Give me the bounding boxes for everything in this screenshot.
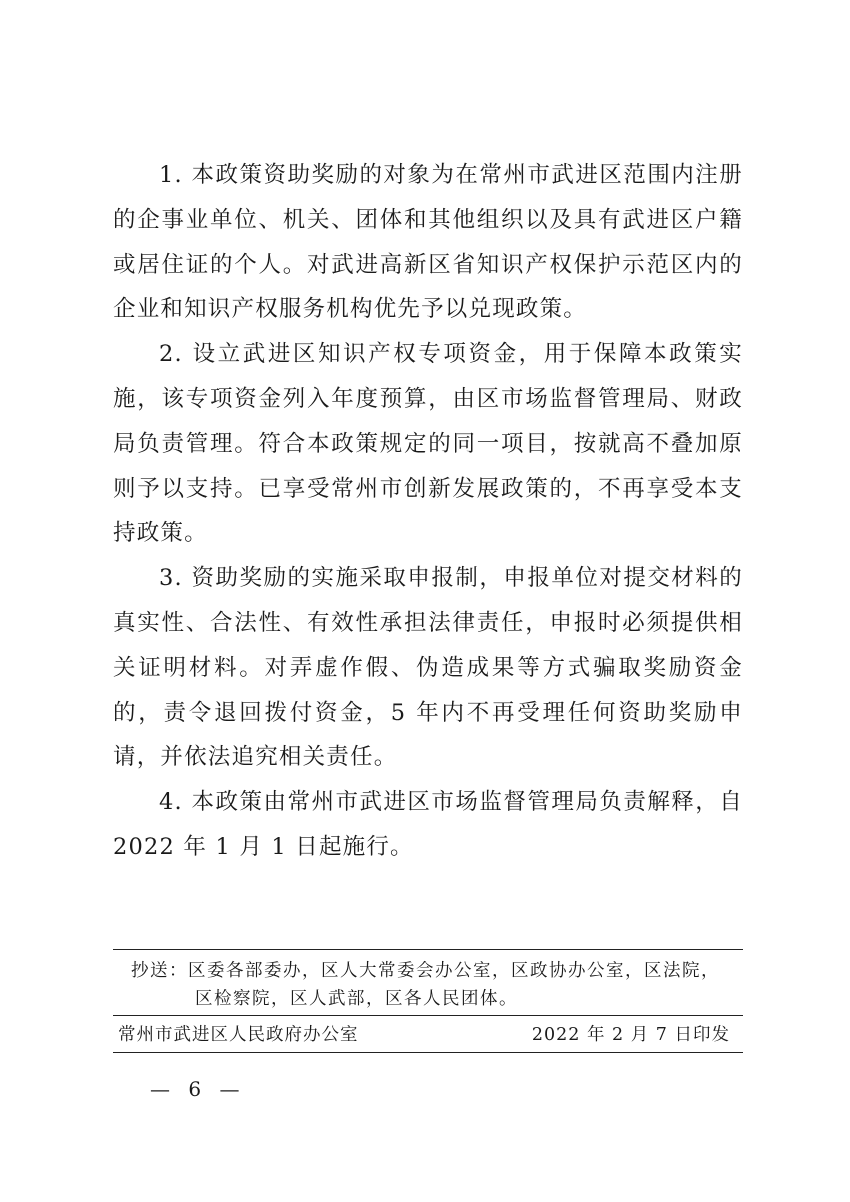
page-number: — 6 — — [150, 1077, 246, 1101]
middle-divider — [113, 1015, 743, 1016]
top-divider — [113, 949, 743, 950]
paragraph-2: 2. 设立武进区知识产权专项资金，用于保障本政策实施，该专项资金列入年度预算，由区市场监督管理局、财政局负责管理。符合本政策规定的同一项目，按就高不叠加原则予以支持。已享受常州市创新发展政策的，不再享受本支持政策。 — [113, 341, 743, 547]
distribution-line-1: 抄送：区委各部委办，区人大常委会办公室，区政协办公室，区法院， — [131, 961, 720, 981]
bottom-divider — [113, 1052, 743, 1053]
paragraph-1: 1. 本政策资助奖励的对象为在常州市武进区范围内注册的企事业单位、机关、团体和其他组织以及具有武进区户籍或居住证的个人。对武进高新区省知识产权保护示范区内的企业和知识产权服务机构优先予以兑现政策。 — [113, 162, 743, 323]
distribution-list — [131, 957, 743, 1013]
distribution-line-2: 区检察院，区人武部，区各人民团体。 — [195, 989, 518, 1009]
print-date: 2022 年 2 月 7 日印发 — [531, 1025, 730, 1045]
issuer-name: 常州市武进区人民政府办公室 — [118, 1025, 359, 1045]
issuance-footer — [118, 1022, 730, 1048]
paragraph-3: 3. 资助奖励的实施采取申报制，申报单位对提交材料的真实性、合法性、有效性承担法律责任，申报时必须提供相关证明材料。对弄虚作假、伪造成果等方式骗取奖励资金的，责令退回拨付资金，5 年内不再受理任何资助奖励申请，并依法追究相关责任。 — [113, 565, 743, 771]
document-body — [113, 153, 743, 870]
paragraph-4: 4. 本政策由常州市武进区市场监督管理局负责解释，自2022 年 1 月 1 日起施行。 — [113, 789, 743, 860]
